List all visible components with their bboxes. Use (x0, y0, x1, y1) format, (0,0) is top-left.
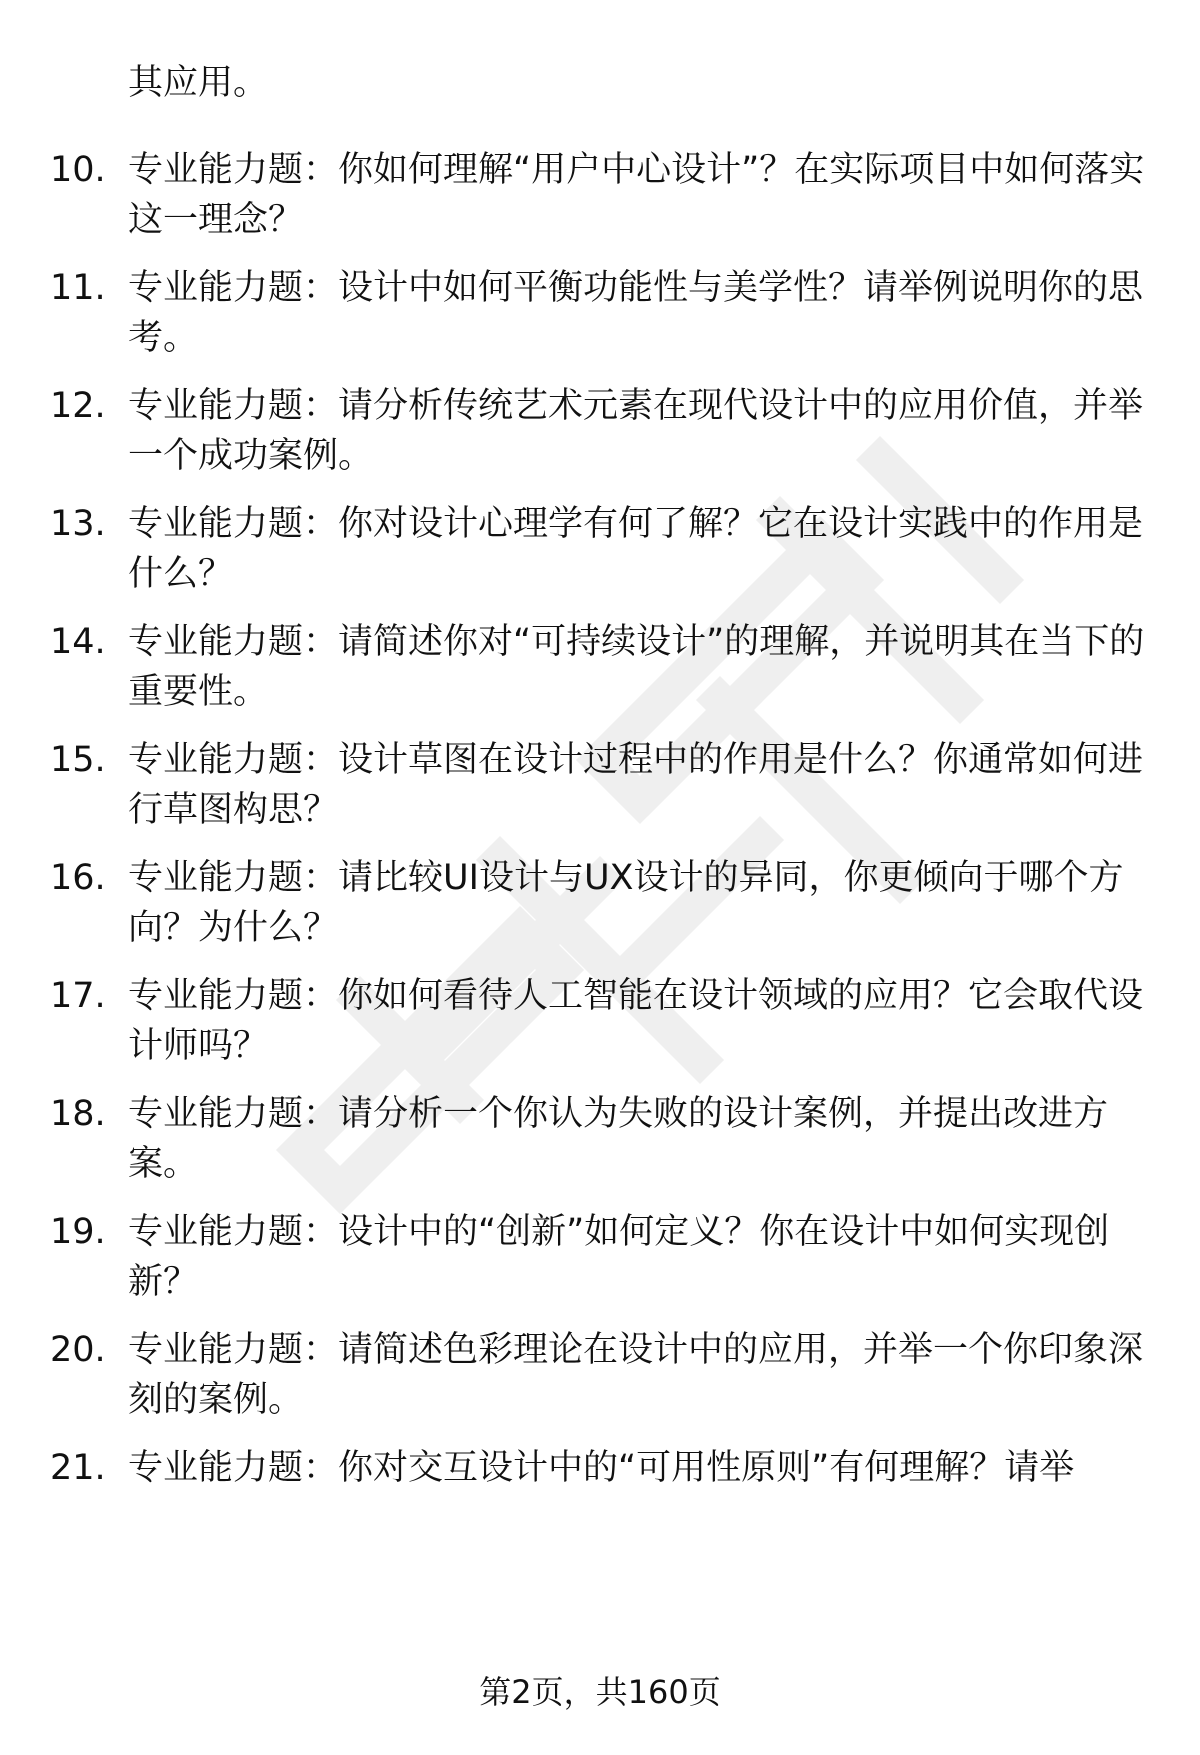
item-text: 专业能力题：设计中的“创新”如何定义？你在设计中如何实现创新？ (128, 1212, 1110, 1302)
item-number: 20. (50, 1330, 106, 1370)
item-number: 14. (50, 622, 106, 662)
item-text: 专业能力题：请比较UI设计与UX设计的异同，你更倾向于哪个方向？为什么？ (128, 858, 1124, 948)
item-number: 18. (50, 1094, 106, 1134)
item-text: 专业能力题：请简述你对“可持续设计”的理解，并说明其在当下的重要性。 (128, 622, 1145, 712)
item-text: 专业能力题：请简述色彩理论在设计中的应用，并举一个你印象深刻的案例。 (128, 1330, 1144, 1420)
item-text: 专业能力题：你如何理解“用户中心设计”？在实际项目中如何落实这一理念？ (128, 150, 1145, 240)
item-number: 15. (50, 740, 106, 780)
item-text: 专业能力题：你对设计心理学有何了解？它在设计实践中的作用是什么？ (128, 504, 1144, 594)
item-text: 专业能力题：设计草图在设计过程中的作用是什么？你通常如何进行草图构思？ (128, 740, 1144, 830)
item-number: 10. (50, 150, 106, 190)
item-text: 专业能力题：你对交互设计中的“可用性原则”有何理解？请举 (128, 1448, 1075, 1488)
continuation-text: 其应用。 (128, 63, 269, 103)
item-number: 21. (50, 1448, 106, 1488)
item-text: 专业能力题：请分析一个你认为失败的设计案例，并提出改进方案。 (128, 1094, 1109, 1184)
item-number: 13. (50, 504, 106, 544)
item-text: 专业能力题：设计中如何平衡功能性与美学性？请举例说明你的思考。 (128, 268, 1144, 358)
item-number: 19. (50, 1212, 106, 1252)
item-number: 17. (50, 976, 106, 1016)
page-footer: 第2页，共160页 (479, 1673, 721, 1711)
item-number: 16. (50, 858, 106, 898)
item-number: 12. (50, 386, 106, 426)
item-number: 11. (50, 268, 106, 308)
item-text: 专业能力题：你如何看待人工智能在设计领域的应用？它会取代设计师吗？ (128, 976, 1144, 1066)
item-text: 专业能力题：请分析传统艺术元素在现代设计中的应用价值，并举一个成功案例。 (128, 386, 1144, 476)
